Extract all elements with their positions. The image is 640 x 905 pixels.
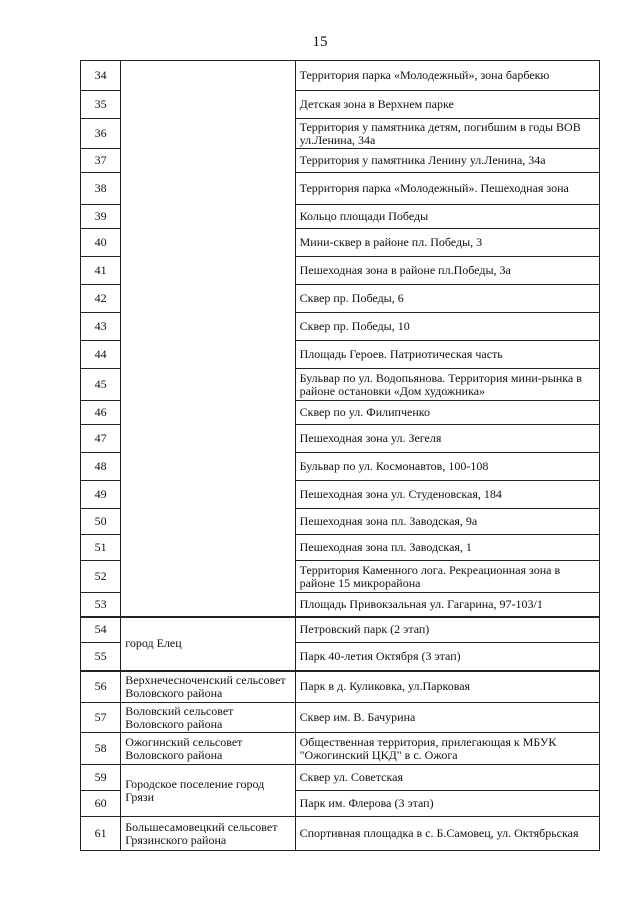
table-row	[81, 817, 600, 851]
territory-cell: Пешеходная зона в районе пл.Победы, 3а	[295, 257, 599, 285]
territory-cell: Сквер по ул. Филипченко	[295, 401, 599, 425]
territory-cell: Территория у памятника Ленину ул.Ленина, 34а	[295, 149, 599, 173]
row-number: 40	[81, 229, 121, 257]
territory-cell: Пешеходная зона пл. Заводская, 9а	[295, 509, 599, 535]
row-number: 35	[81, 91, 121, 119]
territory-cell: Бульвар по ул. Водопьянова. Территория мини-рынка в районе остановки «Дом художника»	[295, 369, 599, 401]
row-number: 46	[81, 401, 121, 425]
row-number: 59	[81, 765, 121, 791]
row-number: 52	[81, 561, 121, 593]
territory-cell: Парк в д. Куликовка, ул.Парковая	[295, 671, 599, 703]
row-number: 60	[81, 791, 121, 817]
row-number: 51	[81, 535, 121, 561]
territory-cell: Пешеходная зона пл. Заводская, 1	[295, 535, 599, 561]
row-number: 50	[81, 509, 121, 535]
row-number: 41	[81, 257, 121, 285]
territory-cell: Пешеходная зона ул. Зегеля	[295, 425, 599, 453]
row-number: 45	[81, 369, 121, 401]
table-row	[81, 765, 600, 791]
territory-cell: Мини-сквер в районе пл. Победы, 3	[295, 229, 599, 257]
territory-cell: Сквер ул. Советская	[295, 765, 599, 791]
territory-cell: Парк им. Флерова (3 этап)	[295, 791, 599, 817]
territory-cell: Бульвар по ул. Космонавтов, 100-108	[295, 453, 599, 481]
municipality-cell: Ожогинский сельсовет Воловского района	[121, 733, 295, 765]
row-number: 61	[81, 817, 121, 851]
territory-cell: Территория у памятника детям, погибшим в годы ВОВ ул.Ленина, 34а	[295, 119, 599, 149]
row-number: 54	[81, 617, 121, 643]
table-row	[81, 617, 600, 643]
territory-cell: Территория парка «Молодежный». Пешеходная зона	[295, 173, 599, 205]
row-number: 55	[81, 643, 121, 671]
row-number: 36	[81, 119, 121, 149]
territory-cell: Площадь Героев. Патриотическая часть	[295, 341, 599, 369]
page-number: 15	[312, 34, 328, 50]
row-number: 44	[81, 341, 121, 369]
municipality-cell: город Елец	[121, 617, 295, 671]
row-number: 53	[81, 593, 121, 617]
row-number: 56	[81, 671, 121, 703]
row-number: 48	[81, 453, 121, 481]
row-number: 43	[81, 313, 121, 341]
row-number: 57	[81, 703, 121, 733]
table-row	[81, 733, 600, 765]
territory-cell: Сквер пр. Победы, 10	[295, 313, 599, 341]
territory-cell: Территория Каменного лога. Рекреационная зона в районе 15 микрорайона	[295, 561, 599, 593]
territory-cell: Территория парка «Молодежный», зона барбекю	[295, 61, 599, 91]
territory-cell: Петровский парк (2 этап)	[295, 617, 599, 643]
table-row	[81, 703, 600, 733]
row-number: 37	[81, 149, 121, 173]
territory-table	[80, 60, 600, 851]
municipality-cell: Большесамовецкий сельсовет Грязинского района	[121, 817, 295, 851]
territory-cell: Сквер пр. Победы, 6	[295, 285, 599, 313]
table-row	[81, 671, 600, 703]
row-number: 58	[81, 733, 121, 765]
row-number: 42	[81, 285, 121, 313]
territory-cell: Площадь Привокзальная ул. Гагарина, 97-103/1	[295, 593, 599, 617]
territory-cell: Сквер им. В. Бачурина	[295, 703, 599, 733]
row-number: 49	[81, 481, 121, 509]
row-number: 47	[81, 425, 121, 453]
municipality-cell: Воловский сельсовет Воловского района	[121, 703, 295, 733]
table-row	[81, 61, 600, 91]
territory-cell: Кольцо площади Победы	[295, 205, 599, 229]
municipality-cell: Верхнечесноченский сельсовет Воловского района	[121, 671, 295, 703]
row-number: 38	[81, 173, 121, 205]
territory-cell: Общественная территория, прилегающая к МБУК "Ожогинский ЦКД" в с. Ожога	[295, 733, 599, 765]
municipality-cell: Городское поселение город Грязи	[121, 765, 295, 817]
territory-cell: Пешеходная зона ул. Студеновская, 184	[295, 481, 599, 509]
territory-cell: Спортивная площадка в с. Б.Самовец, ул. Октябрьская	[295, 817, 599, 851]
territory-cell: Детская зона в Верхнем парке	[295, 91, 599, 119]
row-number: 34	[81, 61, 121, 91]
row-number: 39	[81, 205, 121, 229]
territory-cell: Парк 40-летия Октября (3 этап)	[295, 643, 599, 671]
municipality-cell-empty	[121, 61, 295, 617]
